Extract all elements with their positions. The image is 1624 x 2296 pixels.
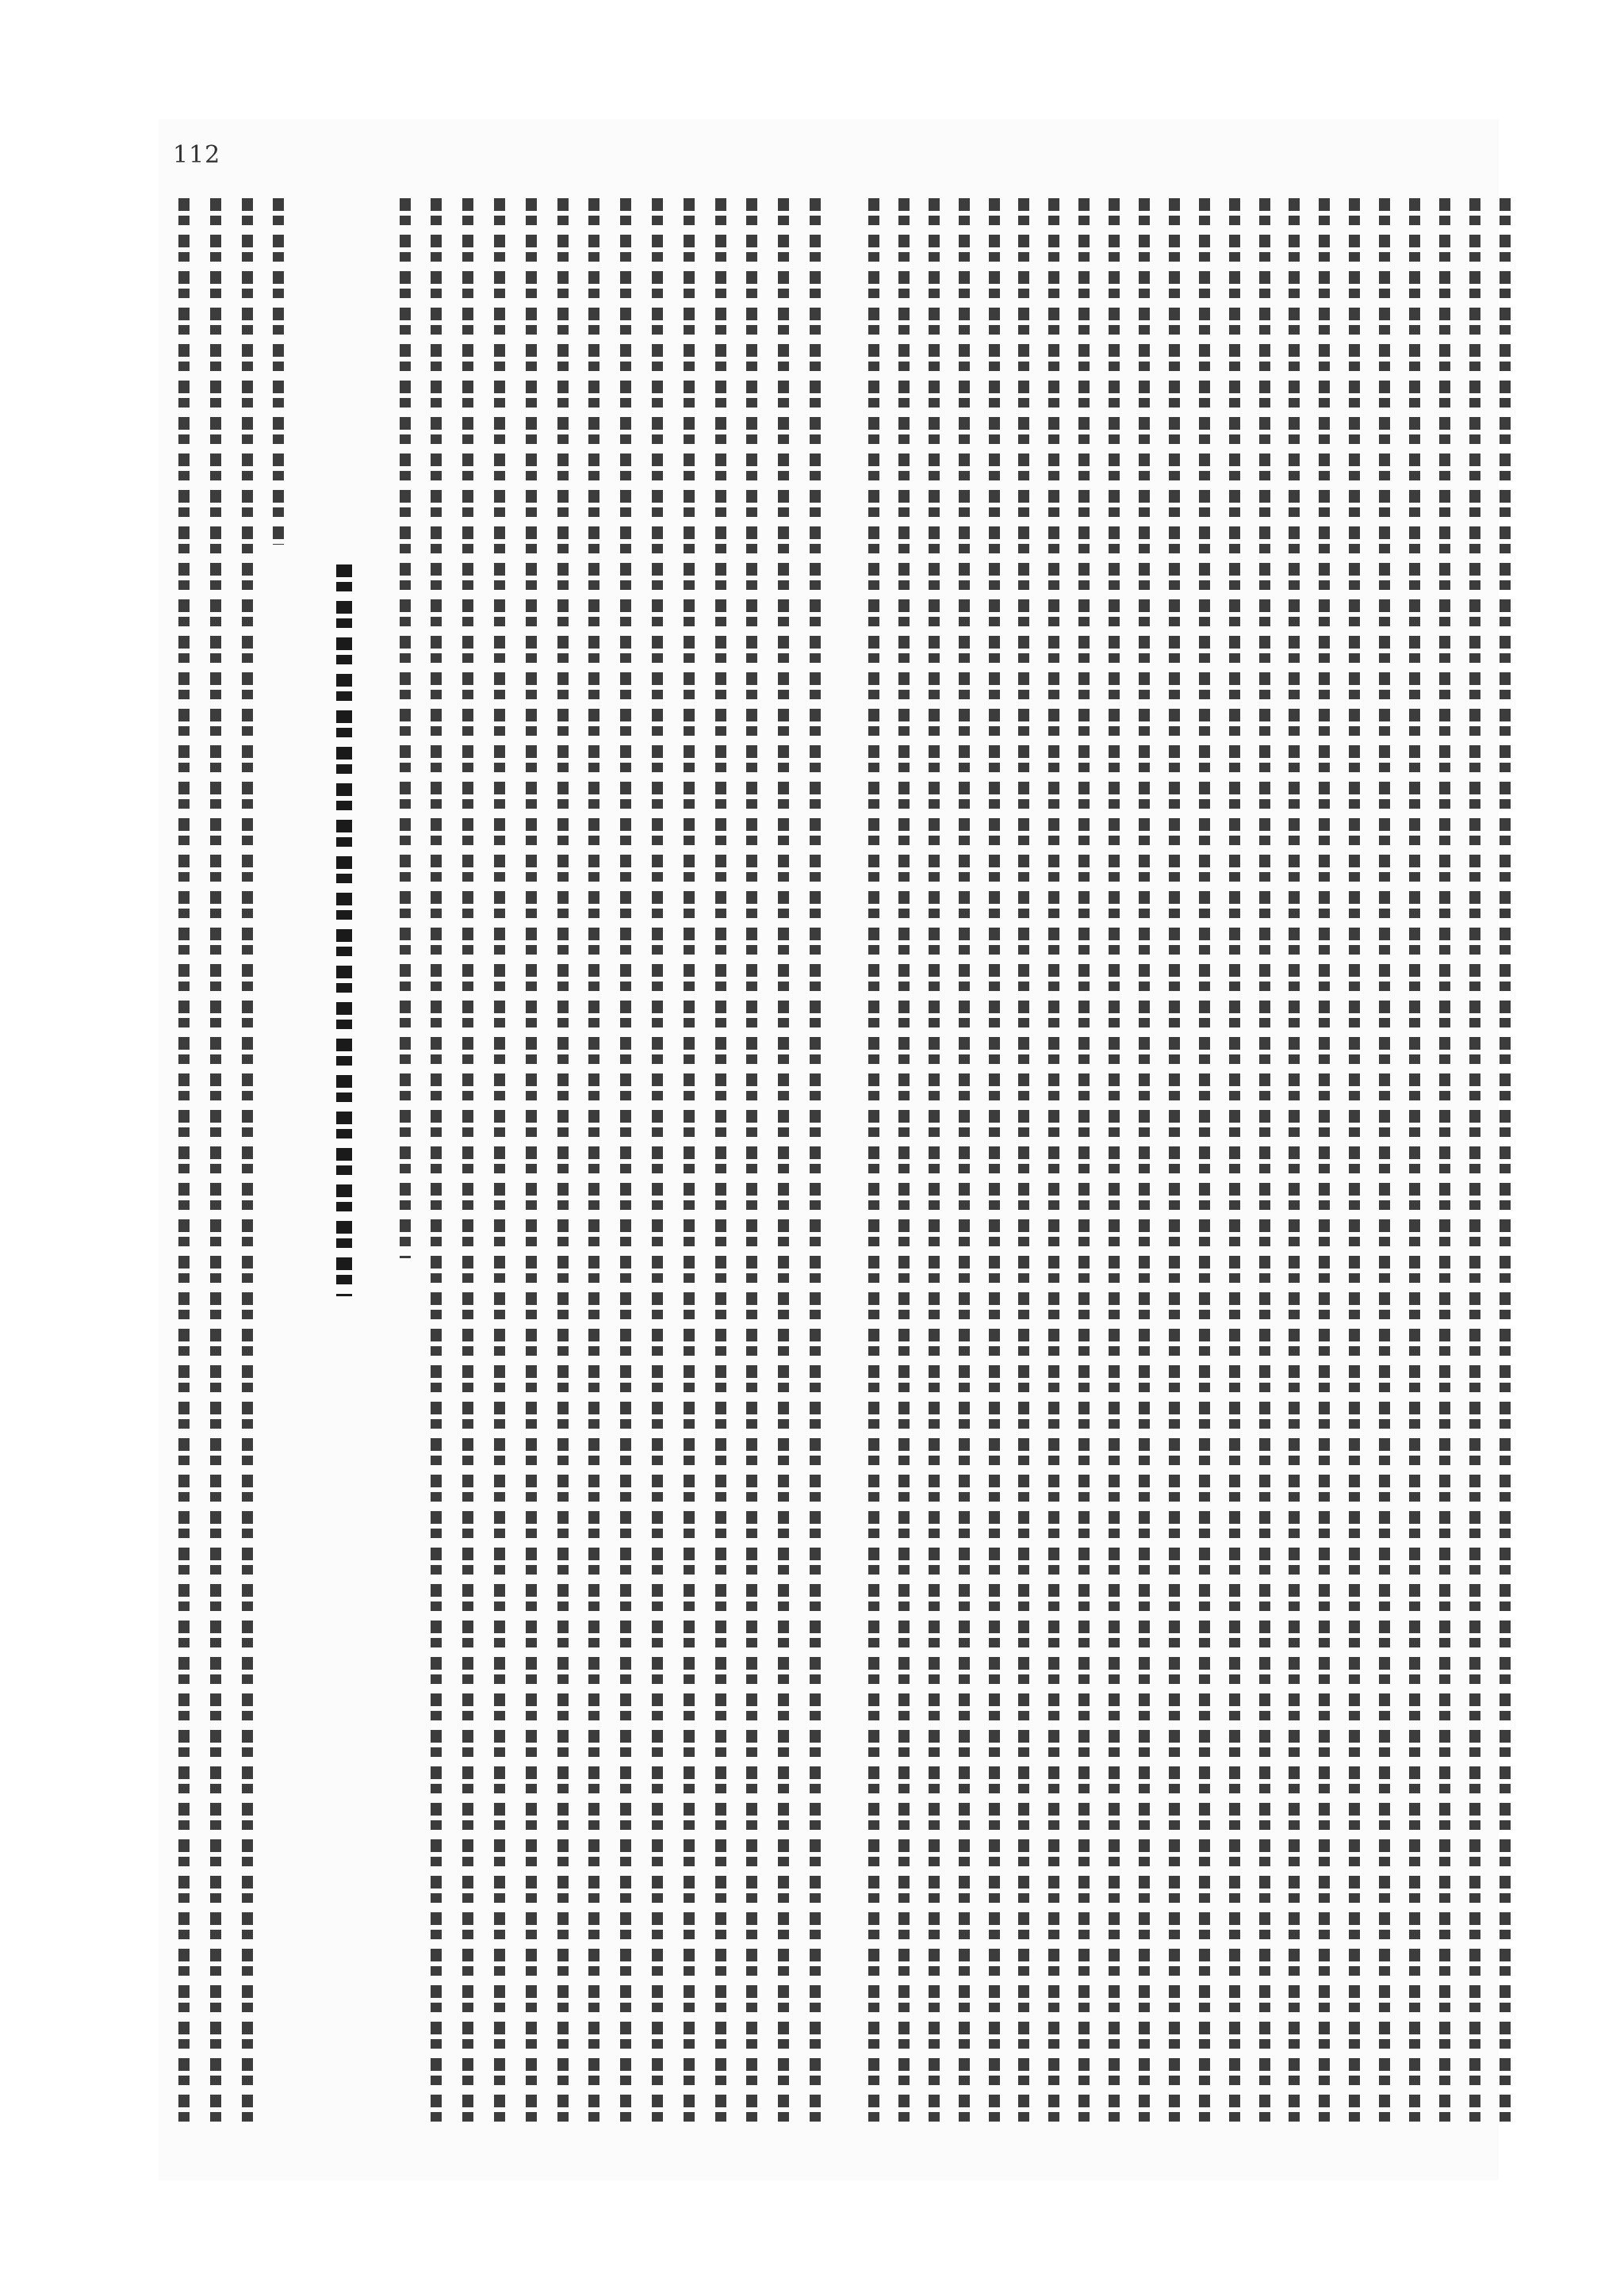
text-line (989, 198, 1000, 2125)
text-line (1018, 198, 1029, 2125)
text-line (1349, 198, 1360, 2125)
text-line (494, 198, 505, 2125)
page-number: 112 (173, 141, 221, 169)
text-line (526, 198, 537, 2125)
text-line (242, 198, 253, 2125)
text-line (1048, 198, 1059, 2125)
text-line (1500, 198, 1511, 2125)
text-line (959, 198, 970, 2125)
text-line (715, 198, 726, 2125)
text-line (652, 198, 663, 2125)
text-line (620, 198, 631, 2125)
text-line (1289, 198, 1300, 2125)
text-line (210, 198, 221, 2125)
text-line (1469, 198, 1480, 2125)
blank-line (304, 198, 316, 2125)
section-heading (336, 198, 347, 2125)
text-line (810, 198, 821, 2125)
text-line (1078, 198, 1090, 2125)
text-line (400, 198, 411, 2125)
text-line (462, 198, 473, 2125)
text-line (778, 198, 789, 2125)
text-line (1319, 198, 1330, 2125)
text-line (868, 198, 879, 2125)
text-line (684, 198, 695, 2125)
text-line (898, 198, 910, 2125)
text-line (431, 198, 442, 2125)
text-line (1139, 198, 1150, 2125)
blank-line (368, 198, 379, 2125)
text-line (1409, 198, 1420, 2125)
text-line (1199, 198, 1210, 2125)
text-line (746, 198, 757, 2125)
text-line (1109, 198, 1120, 2125)
text-line (1379, 198, 1390, 2125)
text-column-right (868, 198, 1511, 2125)
text-line (273, 198, 284, 2125)
text-line (1169, 198, 1180, 2125)
text-line (1229, 198, 1240, 2125)
text-line (1259, 198, 1270, 2125)
text-column-left (178, 198, 821, 2125)
text-line (178, 198, 190, 2125)
text-line (1439, 198, 1450, 2125)
text-line (929, 198, 940, 2125)
text-line (557, 198, 569, 2125)
text-line (588, 198, 599, 2125)
